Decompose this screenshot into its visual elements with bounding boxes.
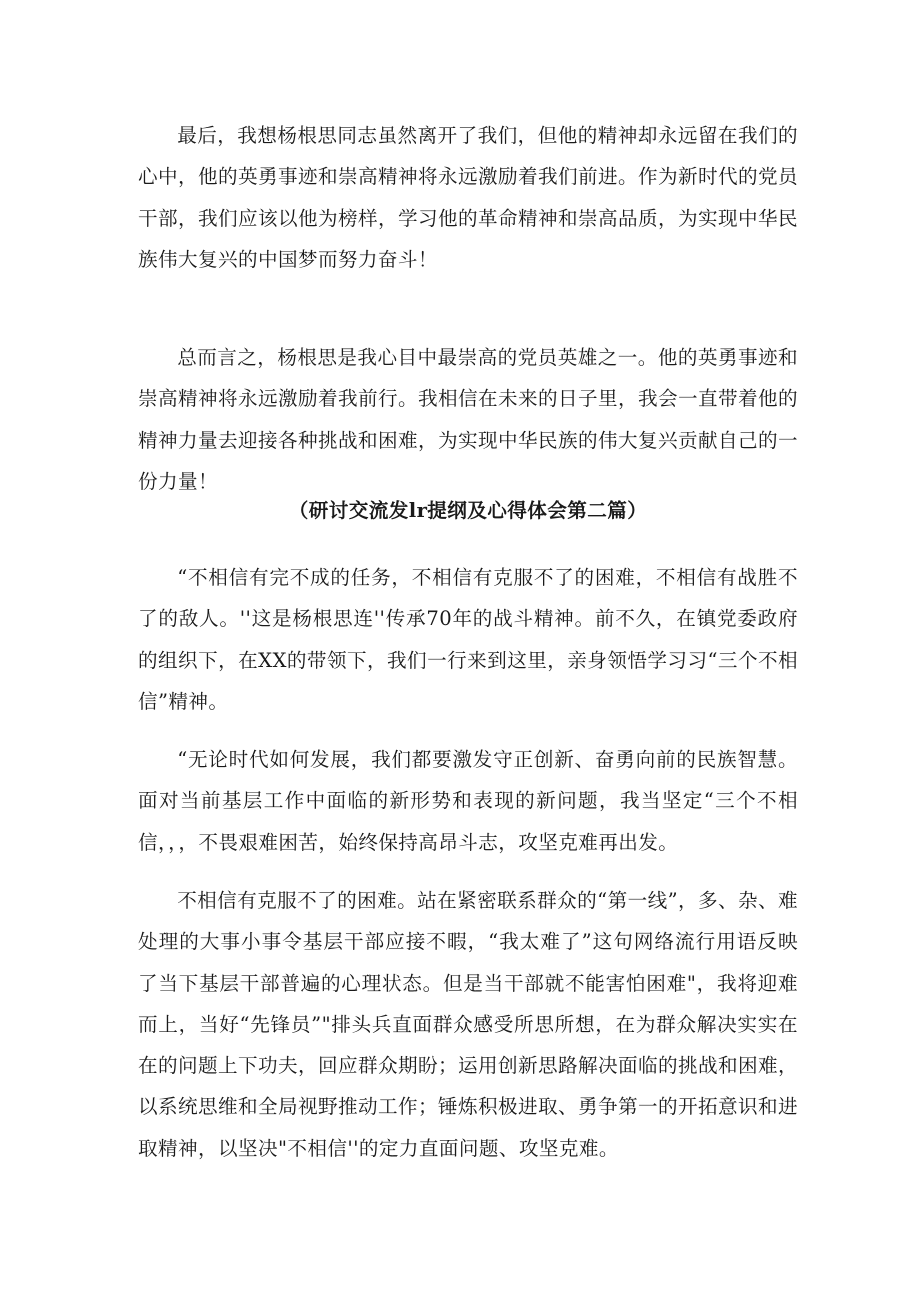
section-heading: （研讨交流发lr提纲及心得体会第二篇） [288, 499, 648, 522]
paragraph-5: 不相信有克服不了的困难。站在紧密联系群众的“第一线”，多、杂、难处理的大事小事令基层干部应接不暇，“我太难了”这句网络流行用语反映了当下基层干部普遍的心理状态。但是当干部就不能害怕困难"，我将迎难而上，当好“先锋员”"排头兵直面群众感受所思所想，在为群众解决实实在在的问题上下功夫，回应群众期盼；运用创新思路解决面临的挑战和困难，以系统思维和全局视野推动工作；锤炼积极进取、勇争第一的开拓意识和进取精神，以坚决"不相信''的定力直面问题、攻坚克难。 [138, 889, 798, 1160]
paragraph-1: 最后，我想杨根思同志虽然离开了我们，但他的精神却永远留在我们的心中，他的英勇事迹和崇高精神将永远激励着我们前进。作为新时代的党员干部，我们应该以他为榜样，学习他的革命精神和崇高品质，为实现中华民族伟大复兴的中国梦而努力奋斗！ [138, 124, 798, 271]
paragraph-4: “无论时代如何发展，我们都要激发守正创新、奋勇向前的民族智慧。面对当前基层工作中面临的新形势和表现的新问题，我当坚定“三个不相信，，，不畏艰难困苦，始终保持高昂斗志，攻坚克难再出发。 [138, 748, 798, 854]
paragraph-2: 总而言之，杨根思是我心目中最崇高的党员英雄之一。他的英勇事迹和崇高精神将永远激励着我前行。我相信在未来的日子里，我会一直带着他的精神力量去迎接各种挑战和困难，为实现中华民族的伟大复兴贡献自己的一份力量！ [138, 346, 798, 493]
paragraph-3: “不相信有完不成的任务，不相信有克服不了的困难，不相信有战胜不了的敌人。''这是杨根思连''传承70年的战斗精神。前不久，在镇党委政府的组织下，在XX的带领下，我们一行来到这里，亲身领悟学习习“三个不相信”精神。 [138, 566, 798, 713]
